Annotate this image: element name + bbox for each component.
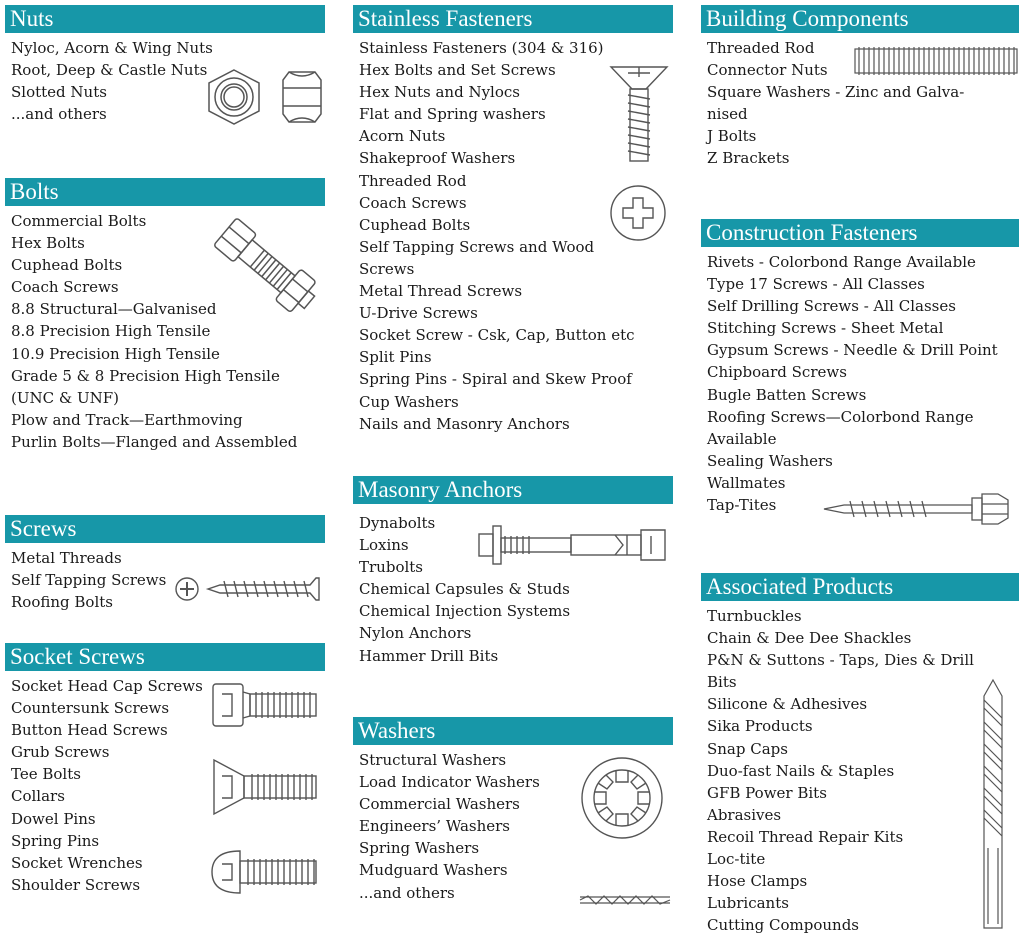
list-item: Stainless Fasteners (304 & 316): [359, 39, 604, 57]
list-item: Cuphead Bolts: [11, 256, 123, 275]
list-item: Slotted Nuts: [11, 83, 107, 102]
list-item: Threaded Rod: [359, 171, 467, 190]
list-item: Spring Pins - Spiral and Skew Proof: [359, 370, 632, 389]
list-item: Recoil Thread Repair Kits: [707, 827, 904, 846]
list-item: Loc-tite: [707, 850, 766, 869]
list-item: Acorn Nuts: [359, 127, 446, 146]
section-associated-products: [701, 573, 1019, 936]
list-item: Snap Caps: [707, 739, 788, 758]
list-item: Dowel Pins: [11, 809, 96, 828]
list-item: Shoulder Screws: [11, 875, 141, 894]
list-item: Commercial Washers: [359, 795, 520, 814]
list-item: Connector Nuts: [707, 61, 828, 80]
list-item: Sealing Washers: [707, 451, 833, 470]
section-building-components: [701, 5, 1019, 170]
socket-cap-screw-icon: [210, 680, 322, 730]
list-item: 8.8 Structural—Galvanised: [11, 300, 217, 319]
shakeproof-washer-icon: [577, 755, 667, 841]
list-item: Trubolts: [359, 558, 423, 577]
list-item: Chemical Injection Systems: [359, 602, 571, 621]
list-item: Abrasives: [707, 805, 782, 824]
list-item: Nylon Anchors: [359, 624, 472, 643]
list-item: (UNC & UNF): [11, 388, 120, 407]
drill-bit-icon: [978, 678, 1008, 932]
list-item: Hammer Drill Bits: [359, 646, 499, 665]
list-item: Chipboard Screws: [707, 363, 847, 382]
phillips-head-icon: [609, 184, 667, 242]
list-item: U-Drive Screws: [359, 304, 478, 323]
section-title: Washers: [353, 717, 673, 745]
section-title: Masonry Anchors: [353, 476, 673, 504]
list-item: Chain & Dee Dee Shackles: [707, 629, 912, 648]
list-item: Nyloc, Acorn & Wing Nuts: [11, 39, 213, 57]
list-item: ...and others: [11, 105, 107, 124]
section-masonry-anchors: [353, 476, 673, 667]
list-item: Metal Threads: [11, 549, 122, 567]
wave-washer-icon: [578, 893, 672, 907]
list-item: Hose Clamps: [707, 872, 808, 891]
list-item: Type 17 Screws - All Classes: [707, 275, 925, 294]
list-item: Roofing Bolts: [11, 593, 113, 612]
countersunk-screw-icon: [608, 63, 670, 169]
list-item: Cuphead Bolts: [359, 215, 471, 234]
list-item: Grade 5 & 8 Precision High Tensile: [11, 366, 280, 385]
list-item: Lubricants: [707, 894, 789, 913]
list-item: nised: [707, 105, 748, 124]
section-title: Building Components: [701, 5, 1019, 33]
list-item: Stitching Screws - Sheet Metal: [707, 319, 944, 338]
list-item: Gypsum Screws - Needle & Drill Point: [707, 341, 998, 360]
list-item: Coach Screws: [11, 278, 119, 297]
list-item: Shakeproof Washers: [359, 149, 516, 168]
list-item: Spring Pins: [11, 831, 100, 850]
list-item: Self Tapping Screws and Wood: [359, 237, 595, 256]
list-item: GFB Power Bits: [707, 783, 827, 802]
list-item: Cup Washers: [359, 392, 459, 411]
list-item: Threaded Rod: [707, 39, 815, 57]
list-item: Square Washers - Zinc and Galva-: [707, 83, 965, 102]
section-construction-fasteners: [701, 219, 1019, 516]
list-item: Roofing Screws—Colorbond Range: [707, 407, 974, 426]
list-item: Root, Deep & Castle Nuts: [11, 61, 208, 80]
section-title: Stainless Fasteners: [353, 5, 673, 33]
list-item: Socket Screw - Csk, Cap, Button etc: [359, 326, 635, 345]
list-item: Metal Thread Screws: [359, 282, 523, 301]
list-item: Silicone & Adhesives: [707, 695, 868, 714]
list-item: 8.8 Precision High Tensile: [11, 322, 211, 341]
list-item: Turnbuckles: [707, 607, 802, 625]
list-item: Self Drilling Screws - All Classes: [707, 297, 956, 316]
list-item: Flat and Spring washers: [359, 105, 546, 124]
list-item: Grub Screws: [11, 743, 110, 762]
list-item: Coach Screws: [359, 193, 467, 212]
list-item: Plow and Track—Earthmoving: [11, 410, 243, 429]
list-item: Split Pins: [359, 348, 432, 367]
list-item: P&N & Suttons - Taps, Dies & Drill: [707, 651, 974, 670]
list-item: Engineers’ Washers: [359, 817, 510, 836]
list-item: Wallmates: [707, 473, 786, 492]
list-item: Loxins: [359, 536, 409, 555]
list-item: J Bolts: [707, 127, 757, 146]
countersunk-socket-screw-icon: [210, 758, 322, 816]
list-item: Bugle Batten Screws: [707, 385, 867, 404]
list-item: Rivets - Colorbond Range Available: [707, 253, 976, 271]
list-item: Tap-Tites: [707, 496, 777, 515]
list-item: Collars: [11, 787, 65, 806]
list-item: Hex Bolts and Set Screws: [359, 61, 556, 80]
list-item: Cutting Compounds: [707, 916, 860, 935]
button-head-screw-icon: [210, 848, 322, 896]
section-title: Associated Products: [701, 573, 1019, 601]
list-item: Chemical Capsules & Studs: [359, 580, 570, 599]
list-item: Spring Washers: [359, 839, 480, 858]
list-item: Socket Head Cap Screws: [11, 677, 203, 695]
list-item: ...and others: [359, 883, 455, 902]
list-item: Nails and Masonry Anchors: [359, 414, 570, 433]
list-item: Load Indicator Washers: [359, 773, 540, 792]
list-item: Commercial Bolts: [11, 212, 147, 230]
sleeve-anchor-icon: [475, 522, 673, 568]
list-item: Dynabolts: [359, 514, 436, 532]
list-item: Structural Washers: [359, 751, 507, 769]
list-item: Self Tapping Screws: [11, 571, 167, 590]
list-item: Sika Products: [707, 717, 813, 736]
hex-tek-screw-icon: [822, 488, 1014, 530]
list-item: Screws: [359, 259, 415, 278]
list-item: Countersunk Screws: [11, 699, 170, 718]
list-item: Bits: [707, 673, 737, 692]
hex-nut-icon: [203, 68, 328, 126]
list-item: Purlin Bolts—Flanged and Assembled: [11, 432, 298, 451]
list-item: 10.9 Precision High Tensile: [11, 344, 220, 363]
list-item: Button Head Screws: [11, 721, 168, 740]
section-title: Socket Screws: [5, 643, 325, 671]
section-title: Screws: [5, 515, 325, 543]
hex-bolt-icon: [205, 205, 330, 325]
section-title: Construction Fasteners: [701, 219, 1019, 247]
list-item: Z Brackets: [707, 149, 790, 168]
list-item: Hex Bolts: [11, 234, 85, 253]
list-item: Socket Wrenches: [11, 853, 143, 872]
threaded-rod-icon: [853, 45, 1019, 77]
list-item: Mudguard Washers: [359, 861, 508, 880]
self-tapping-screw-icon: [174, 575, 326, 603]
list-item: Hex Nuts and Nylocs: [359, 83, 520, 102]
list-item: Available: [707, 429, 777, 448]
list-item: Tee Bolts: [11, 765, 81, 784]
section-title: Bolts: [5, 178, 325, 206]
section-title: Nuts: [5, 5, 325, 33]
list-item: Duo-fast Nails & Staples: [707, 761, 895, 780]
